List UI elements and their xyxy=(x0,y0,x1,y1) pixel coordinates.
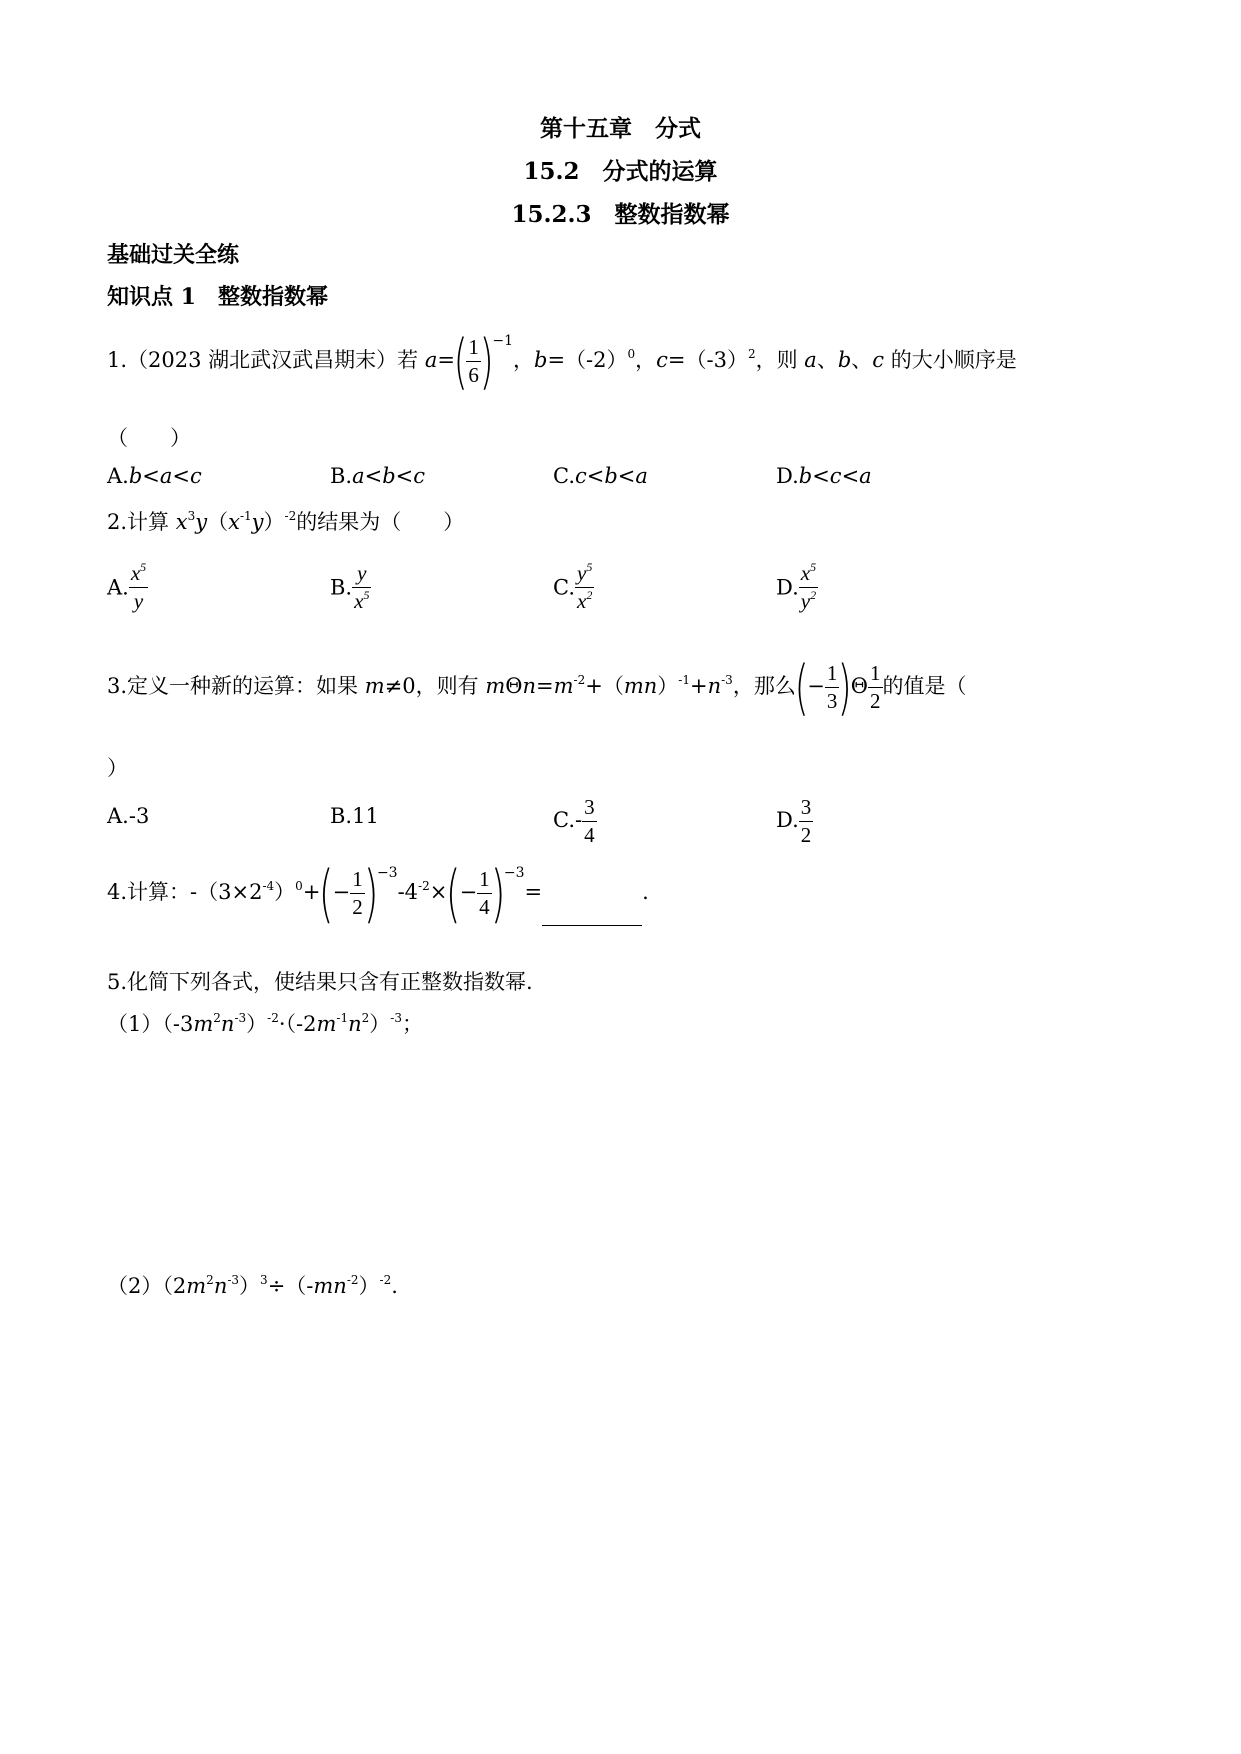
q1-option-c[interactable]: C.c<b<a xyxy=(553,464,648,488)
question-2: 2.计算 $x^3y(x^{-1}y)^{-2}$的结果为（ ） xyxy=(107,509,465,534)
q1-option-a[interactable]: A.b<a<c xyxy=(107,464,202,488)
q3-option-a[interactable]: A.-3 xyxy=(107,804,150,828)
q2-option-d[interactable]: D. $\frac{x^5}{y^2}$ xyxy=(776,560,817,613)
q3-option-b[interactable]: B.11 xyxy=(330,804,379,828)
q1-source: （2023 湖北武汉武昌期末） xyxy=(127,348,398,372)
q5-part-1: $(1)(-3m^2n^{-3})^{-2}\cdot(-2m^{-1}n^2)^{-3}$； xyxy=(107,1011,423,1036)
q1-text-a: 若 xyxy=(397,348,425,372)
q2-option-c[interactable]: C. $\frac{y^5}{x^2}$ xyxy=(553,560,593,613)
question-3: 3.定义一种新的运算：如果 m≠0，则有 $m\Theta n=m^{-2}+(mn)^{-1}+n^{-3}$，那么(− $\frac{1}{3}$ )Θ $\frac{1}{2}$ 的值是（ xyxy=(107,652,967,723)
question-1: 1.（2023 湖北武汉武昌期末）若 a=( $\frac{1}{6}$ )$^{-1}$，$b=(-2)^0$，$c=(-3)^2$，则 a、b、c 的大小顺序是 xyxy=(107,326,1017,397)
q1-option-d[interactable]: D.b<c<a xyxy=(776,464,872,488)
q1-answer-bracket: （ ） xyxy=(107,426,191,450)
knowledge-point-title: 知识点 1 整数指数幂 xyxy=(107,284,328,310)
q4-answer-blank[interactable] xyxy=(542,903,642,926)
q2-number: 2. xyxy=(107,510,128,534)
q3-answer-close: ） xyxy=(107,756,128,780)
question-4: 4.计算：$-(3\times 2^{-4})^0+(-$ $\frac{1}{2}$ )$^{-3}-4^{-2}\times(-$ $\frac{1}{4}$ )$^{-3}$= . xyxy=(107,856,649,930)
q3-fraction-2: $\frac{1}{2}$ xyxy=(870,661,881,713)
q3-option-d[interactable]: D. $\frac{3}{2}$ xyxy=(776,795,812,847)
q4-number: 4. xyxy=(107,880,128,904)
q1-fraction: $\frac{1}{6}$ xyxy=(468,335,479,387)
question-5: 5.化简下列各式，使结果只含有正整数指数幂. xyxy=(107,970,533,994)
q4-fraction-2: $\frac{1}{4}$ xyxy=(479,867,490,919)
q5-part-2: $(2)(2m^2n^{-3})^3\div(-mn^{-2})^{-2}$. xyxy=(107,1273,398,1298)
q5-number: 5. xyxy=(107,970,128,994)
q1-option-b[interactable]: B.a<b<c xyxy=(330,464,426,488)
q3-number: 3. xyxy=(107,674,128,698)
q4-fraction-1: $\frac{1}{2}$ xyxy=(352,867,363,919)
section-title: 15.2 分式的运算 xyxy=(523,158,718,185)
q3-option-c[interactable]: C.- $\frac{3}{4}$ xyxy=(553,795,595,847)
chapter-title: 第十五章 分式 xyxy=(540,115,701,142)
q2-option-b[interactable]: B. $\frac{y}{x^5}$ xyxy=(330,561,370,613)
subsection-title: 15.2.3 整数指数幂 xyxy=(511,201,730,228)
q3-fraction-1: $\frac{1}{3}$ xyxy=(826,661,838,713)
q2-option-a[interactable]: A. $\frac{x^5}{y}$ xyxy=(107,560,147,613)
block-title: 基础过关全练 xyxy=(107,242,240,268)
q1-number: 1. xyxy=(107,348,128,372)
